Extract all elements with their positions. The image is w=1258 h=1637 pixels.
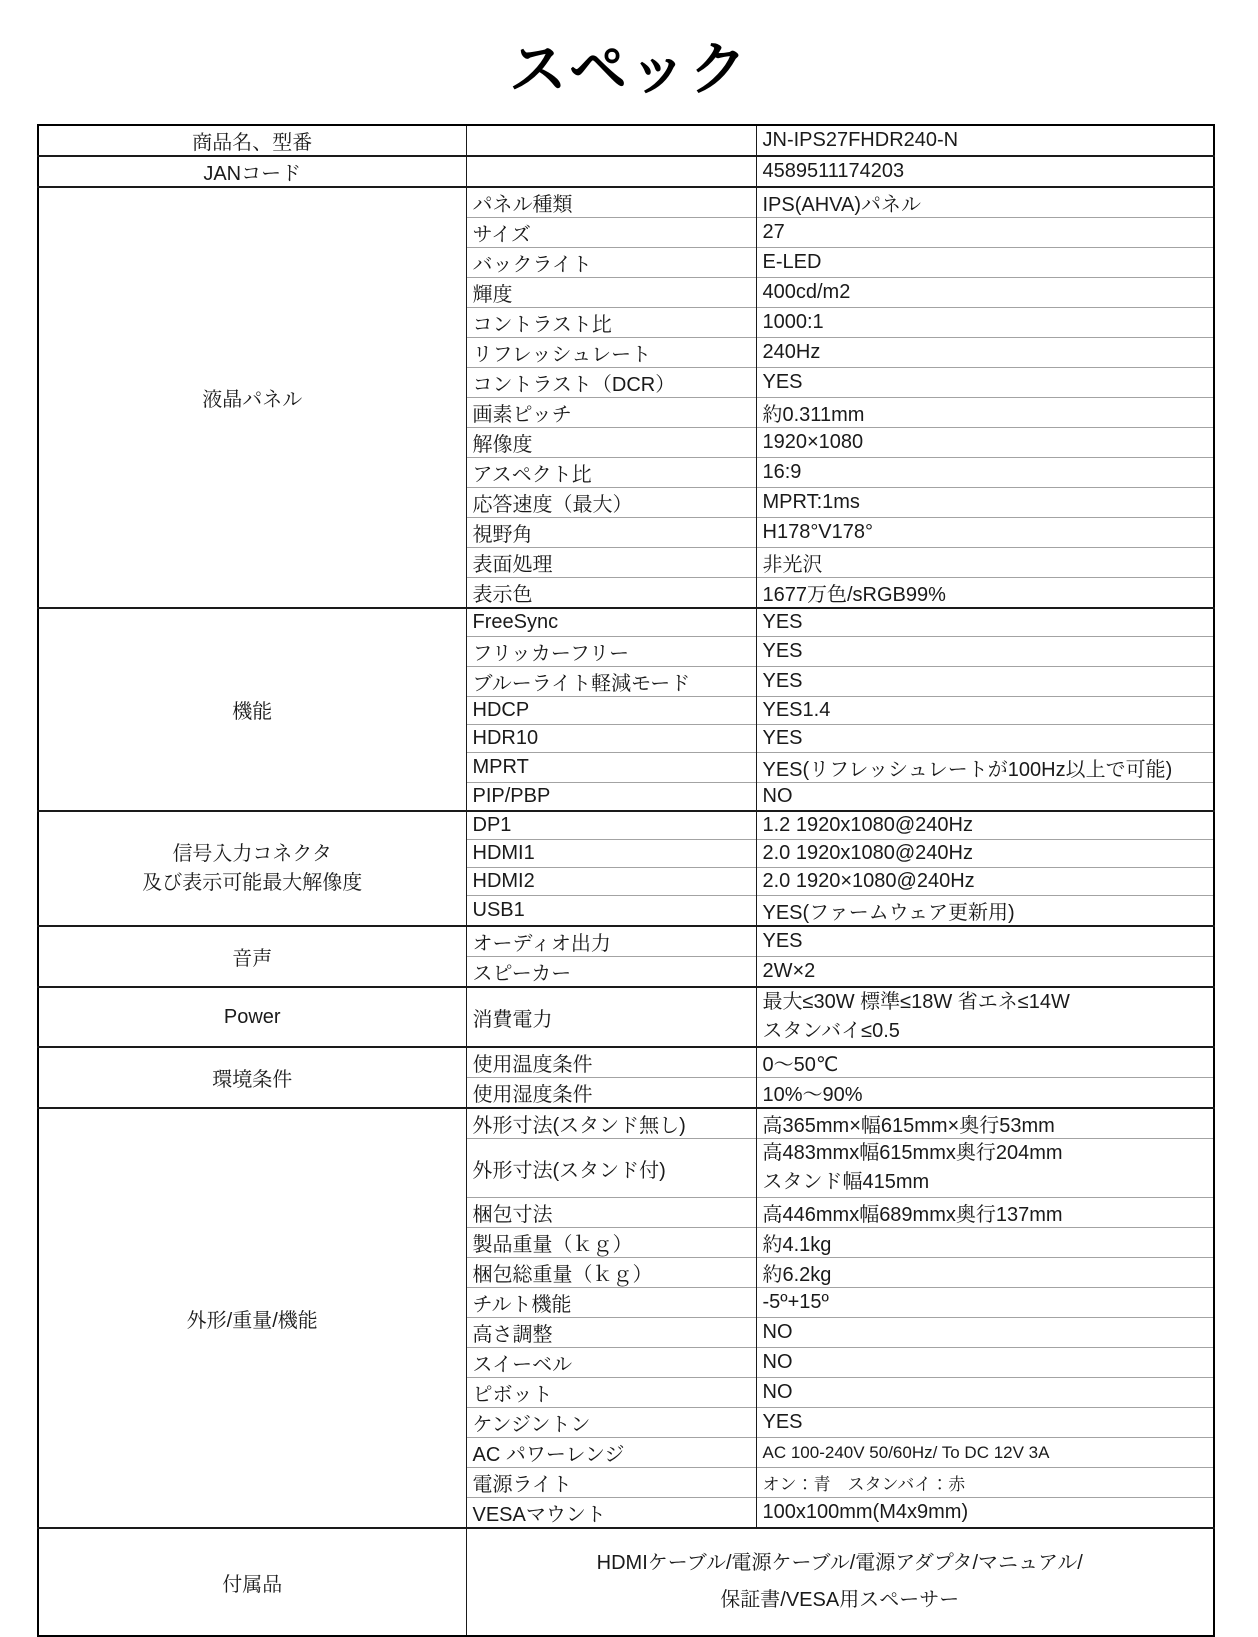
table-row <box>38 1047 1214 1078</box>
spec-value-cell: YES(ファームウェア更新用) <box>756 896 1214 927</box>
spec-value-cell: 27 <box>756 218 1214 248</box>
spec-label-cell: 使用温度条件 <box>466 1047 756 1078</box>
spec-label-cell: ピボット <box>466 1378 756 1408</box>
text-line: 及び表示可能最大解像度 <box>142 871 363 894</box>
spec-value-cell: -5º+15º <box>756 1288 1214 1318</box>
spec-label-cell: バックライト <box>466 248 756 278</box>
spec-value-cell: オン：青 スタンバイ：赤 <box>756 1468 1214 1498</box>
spec-value-cell: 240Hz <box>756 338 1214 368</box>
spec-label-cell: 表面処理 <box>466 548 756 578</box>
spec-label-cell: オーディオ出力 <box>466 926 756 957</box>
accessories-cell <box>466 1528 1214 1636</box>
spec-table-body <box>38 125 1214 1636</box>
spec-label-cell: 消費電力 <box>466 987 756 1047</box>
category-cell: 機能 <box>38 608 466 811</box>
spec-label-cell: HDMI2 <box>466 868 756 896</box>
spec-value-cell: 16:9 <box>756 458 1214 488</box>
spec-value-cell: YES(リフレッシュレートが100Hz以上で可能) <box>756 753 1214 783</box>
category-cell: JANコード <box>38 156 466 187</box>
spec-label-cell: パネル種類 <box>466 187 756 218</box>
spec-value-cell: 1.2 1920x1080@240Hz <box>756 811 1214 840</box>
spec-value-cell: 400cd/m2 <box>756 278 1214 308</box>
spec-label-cell: USB1 <box>466 896 756 927</box>
spec-label-cell: フリッカーフリー <box>466 637 756 667</box>
spec-label-cell: ケンジントン <box>466 1408 756 1438</box>
spec-label-cell: 使用湿度条件 <box>466 1078 756 1109</box>
spec-value-cell: MPRT:1ms <box>756 488 1214 518</box>
spec-value-cell: JN-IPS27FHDR240-N <box>756 125 1214 156</box>
spec-label-cell: 製品重量（ｋｇ） <box>466 1228 756 1258</box>
category-cell: Power <box>38 987 466 1047</box>
spec-label-cell <box>466 156 756 187</box>
spec-value-cell: AC 100-240V 50/60Hz/ To DC 12V 3A <box>756 1438 1214 1468</box>
spec-label-cell: DP1 <box>466 811 756 840</box>
spec-label-cell: 解像度 <box>466 428 756 458</box>
spec-value-cell: YES <box>756 368 1214 398</box>
text-line: 高483mmx幅615mmx奥行204mm <box>762 1142 1063 1164</box>
spec-label-cell: 外形寸法(スタンド付) <box>466 1139 756 1198</box>
spec-value-cell: 1000:1 <box>756 308 1214 338</box>
table-row <box>38 1528 1214 1636</box>
spec-value-cell: E-LED <box>756 248 1214 278</box>
text-line: HDMIケーブル/電源ケーブル/電源アダプタ/マニュアル/ <box>596 1552 1083 1574</box>
spec-value-cell: NO <box>756 783 1214 812</box>
spec-value-cell: 高365mm×幅615mm×奥行53mm <box>756 1108 1214 1139</box>
page-title: スペック <box>508 37 749 102</box>
spec-label-cell: コントラスト（DCR） <box>466 368 756 398</box>
category-cell: 外形/重量/機能 <box>38 1108 466 1528</box>
spec-value-cell: 10%～90% <box>756 1078 1214 1109</box>
text-line: 最大≤30W 標準≤18W 省エネ≤14W <box>762 991 1070 1013</box>
spec-value-cell: 高446mmx幅689mmx奥行137mm <box>756 1198 1214 1228</box>
category-cell <box>38 811 466 926</box>
spec-label-cell: 梱包総重量（ｋｇ） <box>466 1258 756 1288</box>
spec-label-cell: FreeSync <box>466 608 756 637</box>
spec-value-cell: 約4.1kg <box>756 1228 1214 1258</box>
category-cell: 商品名、型番 <box>38 125 466 156</box>
spec-value-cell: 0～50℃ <box>756 1047 1214 1078</box>
spec-value-cell: NO <box>756 1318 1214 1348</box>
table-row <box>38 926 1214 957</box>
spec-label-cell: 電源ライト <box>466 1468 756 1498</box>
spec-label-cell: 応答速度（最大） <box>466 488 756 518</box>
spec-label-cell: スイーベル <box>466 1348 756 1378</box>
category-cell: 液晶パネル <box>38 187 466 608</box>
spec-value-cell: 約0.311mm <box>756 398 1214 428</box>
spec-table <box>37 124 1215 1637</box>
spec-label-cell: チルト機能 <box>466 1288 756 1318</box>
spec-label-cell: MPRT <box>466 753 756 783</box>
spec-label-cell: PIP/PBP <box>466 783 756 812</box>
spec-value-cell: 非光沢 <box>756 548 1214 578</box>
spec-label-cell: HDR10 <box>466 725 756 753</box>
spec-value-cell: 約6.2kg <box>756 1258 1214 1288</box>
spec-value-cell: 4589511174203 <box>756 156 1214 187</box>
spec-value-cell: 2W×2 <box>756 957 1214 988</box>
table-row <box>38 1108 1214 1139</box>
spec-value-cell: IPS(AHVA)パネル <box>756 187 1214 218</box>
spec-value-cell: YES <box>756 926 1214 957</box>
spec-label-cell: 視野角 <box>466 518 756 548</box>
spec-label-cell: 画素ピッチ <box>466 398 756 428</box>
spec-label-cell: サイズ <box>466 218 756 248</box>
spec-label-cell: VESAマウント <box>466 1498 756 1529</box>
category-cell: 音声 <box>38 926 466 987</box>
spec-value-cell: 1677万色/sRGB99% <box>756 578 1214 609</box>
category-cell: 環境条件 <box>38 1047 466 1108</box>
spec-value-cell: YES <box>756 667 1214 697</box>
spec-value-cell <box>756 1139 1214 1198</box>
text-line: 保証書/VESA用スペーサー <box>720 1589 960 1611</box>
spec-value-cell: YES <box>756 725 1214 753</box>
table-row <box>38 187 1214 218</box>
spec-label-cell <box>466 125 756 156</box>
table-row <box>38 125 1214 156</box>
table-row <box>38 608 1214 637</box>
text-line: スタンド幅415mm <box>762 1171 930 1193</box>
spec-value-cell <box>756 987 1214 1047</box>
spec-label-cell: アスペクト比 <box>466 458 756 488</box>
spec-value-cell: 1920×1080 <box>756 428 1214 458</box>
spec-value-cell: NO <box>756 1378 1214 1408</box>
text-line: スタンバイ≤0.5 <box>762 1020 900 1042</box>
spec-value-cell: YES <box>756 608 1214 637</box>
spec-label-cell: AC パワーレンジ <box>466 1438 756 1468</box>
category-cell: 付属品 <box>38 1528 466 1636</box>
spec-value-cell: 2.0 1920x1080@240Hz <box>756 840 1214 868</box>
spec-value-cell: H178°V178° <box>756 518 1214 548</box>
spec-value-cell: YES1.4 <box>756 697 1214 725</box>
spec-label-cell: HDCP <box>466 697 756 725</box>
table-row <box>38 987 1214 1047</box>
table-row <box>38 811 1214 840</box>
spec-label-cell: HDMI1 <box>466 840 756 868</box>
spec-label-cell: 表示色 <box>466 578 756 609</box>
spec-label-cell: ブルーライト軽減モード <box>466 667 756 697</box>
spec-label-cell: 輝度 <box>466 278 756 308</box>
spec-value-cell: YES <box>756 1408 1214 1438</box>
spec-value-cell: 2.0 1920×1080@240Hz <box>756 868 1214 896</box>
spec-label-cell: コントラスト比 <box>466 308 756 338</box>
spec-label-cell: 高さ調整 <box>466 1318 756 1348</box>
spec-value-cell: YES <box>756 637 1214 667</box>
spec-label-cell: 外形寸法(スタンド無し) <box>466 1108 756 1139</box>
spec-label-cell: 梱包寸法 <box>466 1198 756 1228</box>
spec-value-cell: 100x100mm(M4x9mm) <box>756 1498 1214 1529</box>
text-line: 信号入力コネクタ <box>172 842 333 865</box>
table-row <box>38 156 1214 187</box>
spec-label-cell: スピーカー <box>466 957 756 988</box>
spec-label-cell: リフレッシュレート <box>466 338 756 368</box>
spec-value-cell: NO <box>756 1348 1214 1378</box>
